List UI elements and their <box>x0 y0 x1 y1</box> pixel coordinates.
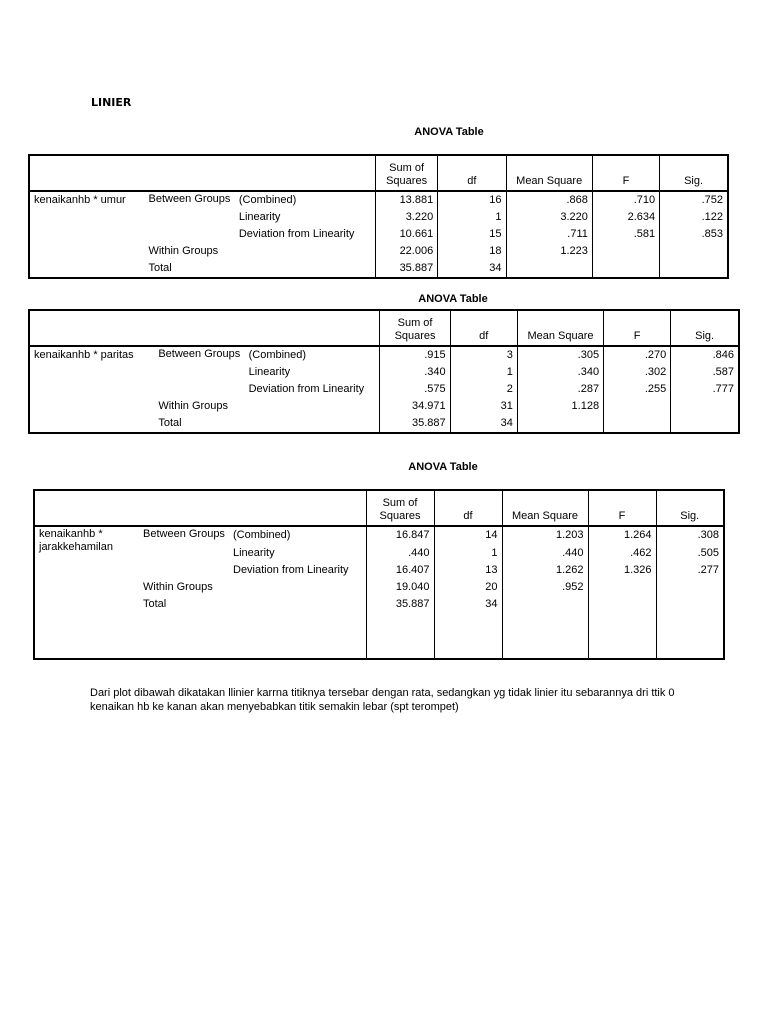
anova-table-1-title: ANOVA Table <box>414 126 484 138</box>
df-cell: 31 <box>450 398 517 415</box>
sum-of-squares-cell: 16.407 <box>366 562 434 579</box>
sum-of-squares-cell: 19.040 <box>366 579 434 596</box>
sig-cell: .777 <box>671 381 739 398</box>
header-sig: Sig. <box>660 155 728 191</box>
sum-of-squares-cell: .440 <box>366 545 434 562</box>
header-mean-square: Mean Square <box>506 155 592 191</box>
header-sig: Sig. <box>671 310 739 346</box>
mean-square-cell: .952 <box>502 579 588 596</box>
anova-table-2 <box>28 309 740 434</box>
header-sig: Sig. <box>656 490 724 526</box>
dependent-label: kenaikanhb * umur <box>34 194 126 206</box>
table-row <box>29 415 739 433</box>
mean-square-cell: 3.220 <box>506 209 592 226</box>
df-cell: 34 <box>450 415 517 433</box>
f-cell: .302 <box>604 364 671 381</box>
total-label: Total <box>148 262 172 274</box>
sig-cell: .277 <box>656 562 724 579</box>
header-f: F <box>588 490 656 526</box>
table-row <box>29 381 739 398</box>
sum-of-squares-cell: 22.006 <box>375 243 437 260</box>
sig-cell: .587 <box>671 364 739 381</box>
mean-square-cell: 1.128 <box>517 398 603 415</box>
within-groups-label: Within Groups <box>158 400 229 412</box>
sum-of-squares-cell: 16.847 <box>366 526 434 544</box>
between-groups-label: Between Groups <box>148 193 231 205</box>
header-sum-of-squares: Sum of Squares <box>380 310 450 346</box>
f-cell: .255 <box>604 381 671 398</box>
table-row <box>29 226 728 243</box>
header-df: df <box>450 310 517 346</box>
sig-cell: .308 <box>656 526 724 544</box>
sig-cell: .846 <box>671 346 739 364</box>
df-cell: 3 <box>450 346 517 364</box>
f-cell: .581 <box>592 226 659 243</box>
dependent-label: kenaikanhb * jarakkehamilan <box>39 528 113 554</box>
table-row <box>29 260 728 278</box>
mean-square-cell: .340 <box>517 364 603 381</box>
df-cell: 34 <box>438 260 506 278</box>
df-cell: 15 <box>438 226 506 243</box>
sum-of-squares-cell: 35.887 <box>375 260 437 278</box>
mean-square-cell: .711 <box>506 226 592 243</box>
sum-of-squares-cell: 10.661 <box>375 226 437 243</box>
sum-of-squares-cell: .575 <box>380 381 450 398</box>
mean-square-cell: 1.262 <box>502 562 588 579</box>
source-label: Linearity <box>238 211 281 223</box>
sig-cell: .853 <box>660 226 728 243</box>
table-row <box>29 243 728 260</box>
df-cell: 34 <box>434 596 502 613</box>
header-row <box>34 490 724 526</box>
mean-square-cell: .440 <box>502 545 588 562</box>
table-row <box>34 526 724 544</box>
within-groups-label: Within Groups <box>148 245 219 257</box>
within-groups-label: Within Groups <box>143 581 213 594</box>
f-cell: .710 <box>592 191 659 209</box>
df-cell: 1 <box>450 364 517 381</box>
f-cell: 1.326 <box>588 562 656 579</box>
anova-table-2-title: ANOVA Table <box>418 293 488 305</box>
between-groups-label: Between Groups <box>143 528 225 541</box>
page-heading: LINIER <box>91 96 132 109</box>
anova-table-3 <box>33 489 725 660</box>
header-row <box>29 155 728 191</box>
table-row <box>34 596 724 613</box>
mean-square-cell: .868 <box>506 191 592 209</box>
total-label: Total <box>143 598 167 611</box>
mean-square-cell: .287 <box>517 381 603 398</box>
note-paragraph: Dari plot dibawah dikatakan llinier karrna titiknya tersebar dengan rata, sedangkan yg tidak linier itu sebarannya dri ttik 0 kenaikan hb ke kanan akan menyebabkan titik semakin lebar (spt terompet) <box>90 687 675 713</box>
between-groups-label: Between Groups <box>158 348 241 360</box>
sig-cell: .505 <box>656 545 724 562</box>
source-label: Deviation from Linearity <box>248 383 365 395</box>
anova-table-1 <box>28 154 729 279</box>
table-row <box>29 346 739 364</box>
header-mean-square: Mean Square <box>502 490 588 526</box>
dependent-label: kenaikanhb * paritas <box>34 349 134 361</box>
sum-of-squares-cell: 34.971 <box>380 398 450 415</box>
df-cell: 14 <box>434 526 502 544</box>
sum-of-squares-cell: .915 <box>380 346 450 364</box>
df-cell: 18 <box>438 243 506 260</box>
header-df: df <box>434 490 502 526</box>
df-cell: 13 <box>434 562 502 579</box>
header-sum-of-squares: Sum of Squares <box>375 155 437 191</box>
table-row <box>29 364 739 381</box>
table-row <box>34 613 724 659</box>
table-row <box>34 579 724 596</box>
df-cell: 1 <box>438 209 506 226</box>
f-cell: 1.264 <box>588 526 656 544</box>
table-row <box>29 398 739 415</box>
header-sum-of-squares: Sum of Squares <box>366 490 434 526</box>
df-cell: 16 <box>438 191 506 209</box>
header-f: F <box>604 310 671 346</box>
header-row <box>29 310 739 346</box>
header-f: F <box>592 155 659 191</box>
table-row <box>29 191 728 209</box>
source-label: Deviation from Linearity <box>238 228 355 240</box>
mean-square-cell: .305 <box>517 346 603 364</box>
f-cell: 2.634 <box>592 209 659 226</box>
total-label: Total <box>158 417 182 429</box>
source-label: (Combined) <box>238 194 297 206</box>
header-mean-square: Mean Square <box>517 310 603 346</box>
sum-of-squares-cell: 35.887 <box>380 415 450 433</box>
source-label: Linearity <box>233 546 275 559</box>
sum-of-squares-cell: 35.887 <box>366 596 434 613</box>
f-cell: .462 <box>588 545 656 562</box>
source-label: Linearity <box>248 366 291 378</box>
sig-cell: .122 <box>660 209 728 226</box>
sig-cell: .752 <box>660 191 728 209</box>
df-cell: 1 <box>434 545 502 562</box>
sum-of-squares-cell: 3.220 <box>375 209 437 226</box>
mean-square-cell: 1.223 <box>506 243 592 260</box>
sum-of-squares-cell: .340 <box>380 364 450 381</box>
source-label: (Combined) <box>233 529 291 542</box>
table-row <box>29 209 728 226</box>
df-cell: 20 <box>434 579 502 596</box>
sum-of-squares-cell: 13.881 <box>375 191 437 209</box>
f-cell: .270 <box>604 346 671 364</box>
header-df: df <box>438 155 506 191</box>
df-cell: 2 <box>450 381 517 398</box>
mean-square-cell: 1.203 <box>502 526 588 544</box>
source-label: (Combined) <box>248 349 307 361</box>
table-row <box>34 562 724 579</box>
source-label: Deviation from Linearity <box>233 563 349 576</box>
anova-table-3-title: ANOVA Table <box>408 461 478 473</box>
